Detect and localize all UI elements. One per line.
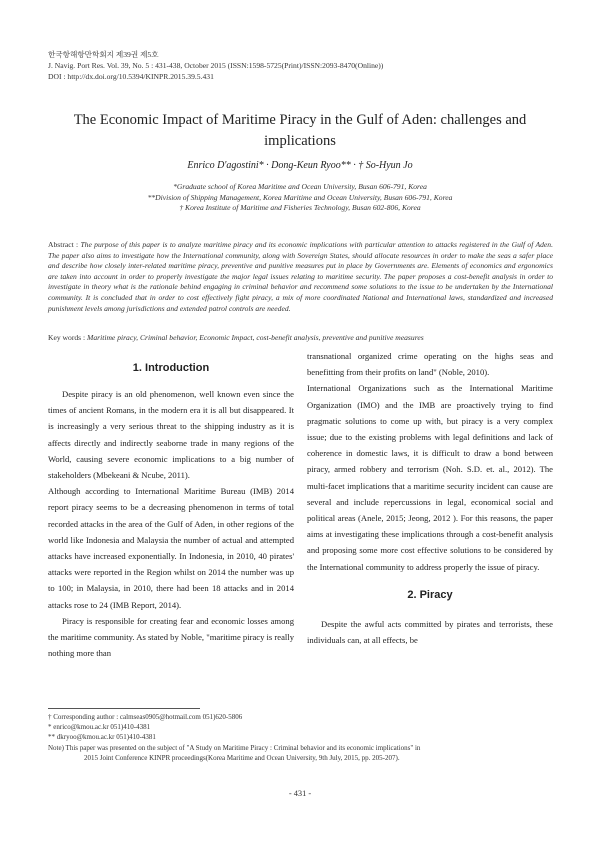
journal-header — [48, 49, 383, 82]
author-list: Enrico D'agostini* · Dong-Keun Ryoo** · † So-Hyun Jo — [187, 160, 413, 171]
affiliations — [60, 182, 540, 214]
presentation-note: Note) This paper was presented on the subject of "A Study on Maritime Piracy : Criminal behavior and its economic implications" in — [48, 743, 421, 752]
body-paragraph: Despite the awful acts committed by pirates and terrorists, these individuals can, at all effects, be — [307, 618, 553, 646]
abstract — [48, 240, 553, 314]
author-contact-2: ** dkryoo@kmou.ac.kr 051)410-4381 — [48, 733, 156, 742]
abstract-label: Abstract : — [48, 240, 81, 249]
footnote-divider — [48, 708, 200, 709]
footnotes — [48, 712, 553, 763]
page-number: - 431 - — [288, 789, 312, 798]
author-contact-1: * enrico@kmou.ac.kr 051)410-4381 — [48, 723, 151, 732]
paper-title: The Economic Impact of Maritime Piracy in the Gulf of Aden: challenges and implications — [73, 112, 527, 149]
body-paragraph: Although according to International Maritime Bureau (IMB) 2014 report piracy seems to be a decreasing phenomenon in terms of total recorded attacks in the area of the Gulf of Aden, in other regions of the world like Indonesia and Malaysia the number of actual and attempted attacks have increased exponentially. In Indonesia, in 2010, 40 pirates' attacks were reported in the Region whilst on 2014 the number was up to 100; in Malaysia, in 2010, there had been 18 attacks and in 2014 attacks rose to 24 (IMB Report, 2014). — [48, 486, 294, 610]
piracy-heading: 2. Piracy — [407, 588, 453, 601]
abstract-text: The purpose of this paper is to analyze maritime piracy and its economic implications with particular attention to attacks registered in the Gulf of Aden. The paper also aims to investigate how the International community, along with Sovereign States, should allocate resources in order to make the seas a safer place and describe how closely inter-related maritime piracy, preventive and punitive measures put in place by Governments are. Elements of economics and ergonomics are taken into account in order to properly investigate the major legal issues relating to maritime security. The paper proposes a cost-benefit analysis in order to investigate in theory what is the rationale behind engaging in criminal behavior and recommend some solutions to the issue to be undertaken by the International community. It is concluded that in order to cost effectively fight piracy, a mix of more coordinated National and International laws, standardized and increased punishment levels among jurisdictions and extended patrol controls are needed. — [48, 240, 553, 313]
journal-citation: J. Navig. Port Res. Vol. 39, No. 5 : 431-438, October 2015 (ISSN:1598-5725(Print)/ISSN:2093-8470(Online)) — [48, 61, 384, 70]
body-paragraph: Piracy is responsible for creating fear and economic losses among the maritime community. As stated by Noble, "maritime piracy is really nothing more than — [48, 615, 294, 659]
keywords-text: Maritime piracy, Criminal behavior, Economic Impact, cost-benefit analysis, preventive and punitive measures — [87, 333, 424, 342]
body-paragraph: International Organizations such as the International Maritime Organization (IMO) and the IMB are proactively trying to find pragmatic solutions to come up with, but piracy is a very complex issue; due to the existing problems with legal definitions and lack of coherence in domestic laws, it is difficult to draw a bond between piracy, armed robbery and terrorism (Noh. S.D. et. al., 2012). The multi-facet implications that a maritime security incident can cause are several and include repercussions in legal, economical social and political areas (Anele, 2015; Jeong, 2012 ). For this reasons, the paper aims at investigating these implications through a cost-benefit analysis and proposing some more cost effective solutions to be considered by the International community to address properly the issue of piracy. — [307, 383, 553, 572]
keywords — [48, 333, 553, 344]
affiliation-3: † Korea Institute of Maritime and Fisheries Technology, Busan 602-806, Korea — [179, 203, 421, 212]
affiliation-2: **Division of Shipping Management, Korea Maritime and Ocean University, Busan 606-791, Korea — [147, 192, 453, 202]
keywords-label: Key words : — [48, 333, 88, 342]
doi-link[interactable]: DOI : http://dx.doi.org/10.5394/KINPR.2015.39.5.431 — [48, 72, 214, 81]
presentation-note-cont: 2015 Joint Conference KINPR proceedings(Korea Maritime and Ocean University, 9th July, 2015, pp. 205-207). — [84, 753, 400, 762]
left-column — [48, 358, 294, 661]
journal-name-korean: 한국항해항만학회지 제39권 제5호 — [48, 50, 159, 59]
body-paragraph: transnational organized crime operating on the highs seas and benefitting from their profits on land" (Noble, 2010). — [307, 351, 553, 378]
right-column — [307, 348, 553, 648]
corresponding-author-note: † Corresponding author : calmseas0905@hotmail.com 051)620-5806 — [48, 713, 243, 721]
introduction-heading: 1. Introduction — [132, 362, 210, 374]
body-paragraph: Despite piracy is an old phenomenon, well known even since the times of ancient Romans, in the modern era it is all but disappeared. It is increasingly a very serious threat to the shipping industry as it is affects directly and indirectly seaborne trade in many regions of the World, causing severe economic implications to a big number of stakeholders (Mbekeani & Ncube, 2011). — [48, 389, 294, 481]
affiliation-1: *Graduate school of Korea Maritime and Ocean University, Busan 606-791, Korea — [173, 182, 427, 191]
